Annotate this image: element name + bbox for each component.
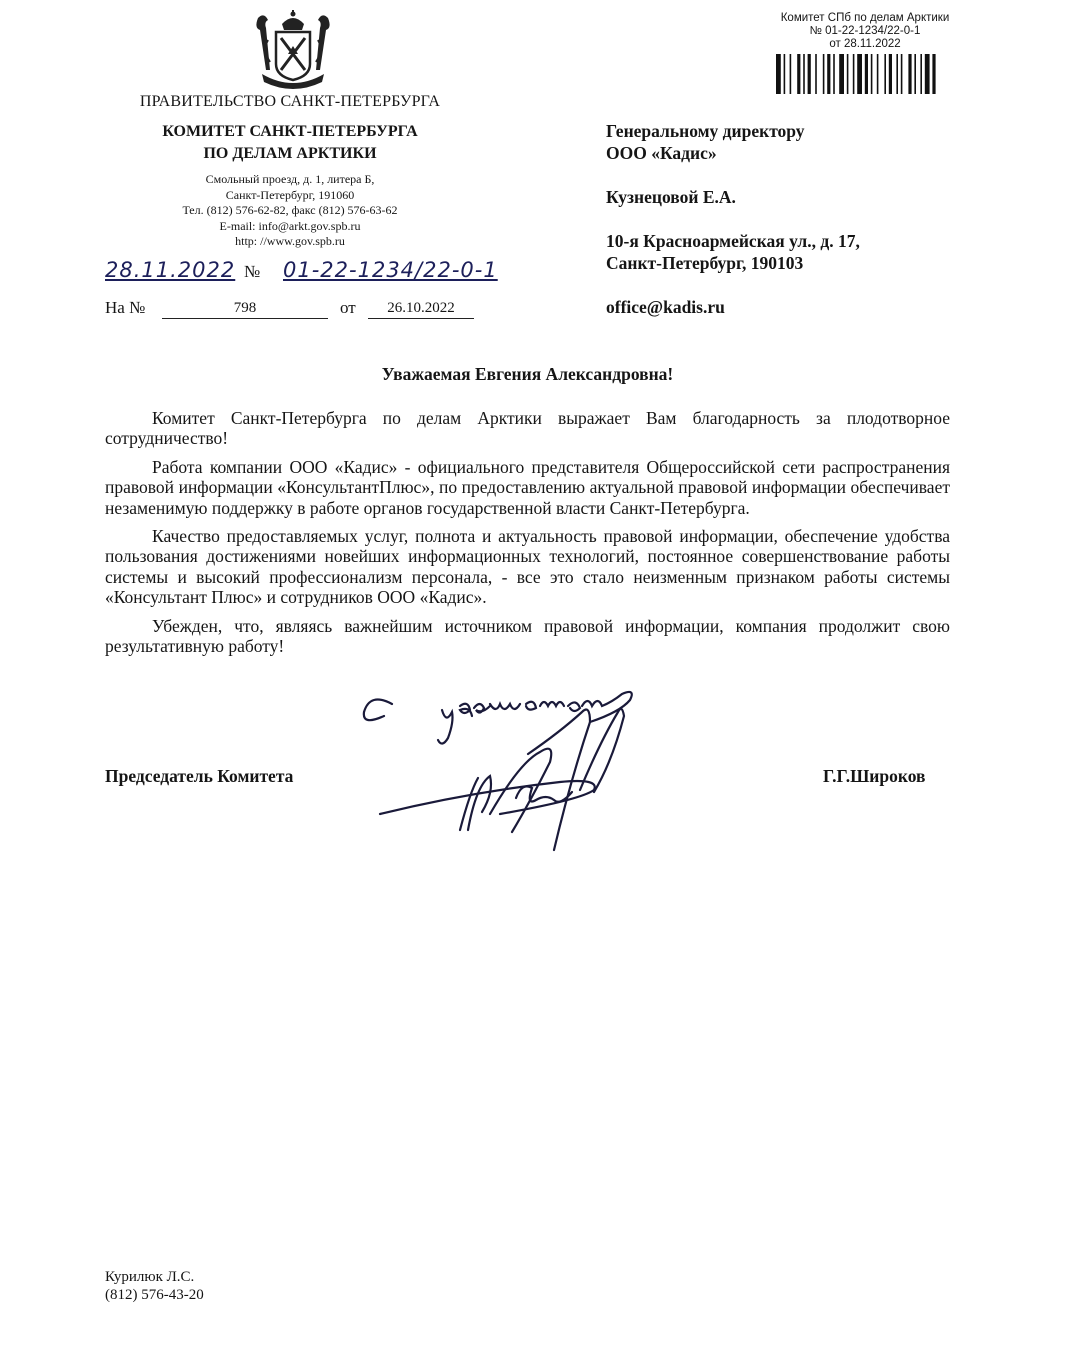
email-line: E-mail: info@arkt.gov.spb.ru <box>219 218 361 233</box>
barcode-bar <box>908 54 911 94</box>
barcode-bar <box>865 54 868 94</box>
phone-fax-line: Тел. (812) 576-62-82, факс (812) 576-63-62 <box>182 203 398 217</box>
committee-name <box>110 121 470 165</box>
barcode-bar <box>857 54 862 94</box>
addressee-company: ООО «Кадис» <box>606 143 717 163</box>
address-line-2: Санкт-Петербург, 191060 <box>225 187 355 202</box>
reference-label: На № <box>105 298 146 317</box>
barcode-bar <box>853 54 855 94</box>
reference-number: 798 <box>162 300 328 319</box>
barcode-bar <box>932 54 935 94</box>
stamp-line-1: Комитет СПб по делам Арктики <box>780 12 950 24</box>
signer-title: Председатель Комитета <box>105 766 294 786</box>
letter-body <box>105 408 950 664</box>
website-line: http: //www.gov.spb.ru <box>235 234 345 248</box>
registration-number: 01-22-1234/22-0-1 <box>283 258 498 282</box>
barcode-bar <box>884 54 886 94</box>
executor-phone: (812) 576-43-20 <box>105 1287 204 1303</box>
stamp-line-3: от 28.11.2022 <box>829 38 901 50</box>
barcode-bar <box>925 54 930 94</box>
stamp-line-2: № 01-22-1234/22-0-1 <box>809 25 921 37</box>
addressee-block <box>606 120 1026 318</box>
addressee-position: Генеральному директору <box>606 121 805 141</box>
paragraph: Убежден, что, являясь важнейшим источником правовой информации, компания продолжит свою результативную работу! <box>105 615 950 657</box>
executor-name: Курилюк Л.С. <box>105 1269 195 1285</box>
barcode-bar <box>808 54 811 94</box>
barcode-bar <box>839 54 844 94</box>
barcode-bar <box>901 54 903 94</box>
barcode-bar <box>871 54 873 94</box>
barcode-bar <box>833 54 835 94</box>
registration-stamp <box>760 12 970 51</box>
executor-info <box>105 1268 204 1304</box>
barcode-bar <box>827 54 830 94</box>
barcode-bar <box>920 54 922 94</box>
addressee-city: Санкт-Петербург, 190103 <box>606 253 804 273</box>
coat-of-arms-emblem <box>248 10 338 92</box>
government-title: ПРАВИТЕЛЬСТВО САНКТ-ПЕТЕРБУРГА <box>139 93 441 110</box>
reference-date: 26.10.2022 <box>368 300 474 319</box>
barcode-bar <box>889 54 892 94</box>
salutation: Уважаемая Евгения Александровна! <box>381 364 674 384</box>
barcode-bar <box>797 54 800 94</box>
barcode-bar <box>790 54 792 94</box>
committee-name-line2: ПО ДЕЛАМ АРКТИКИ <box>203 145 377 162</box>
paragraph: Качество предоставляемых услуг, полнота и актуальность правовой информации, обеспечение удобства пользования достижениями новейших информационных технологий, постоянное совершенствование работы системы и высокий профессионализм персонала, - все это стало неизменным признаком работы системы «Консультант Плюс» и сотрудников ООО «Кадис». <box>105 526 950 608</box>
reference-date-label: от <box>340 298 356 317</box>
barcode-bar <box>784 54 786 94</box>
committee-contacts <box>110 172 470 250</box>
barcode-bar <box>776 54 781 94</box>
barcode <box>776 54 958 94</box>
committee-name-line1: КОМИТЕТ САНКТ-ПЕТЕРБУРГА <box>162 123 418 140</box>
barcode-bar <box>823 54 825 94</box>
barcode-bar <box>815 54 817 94</box>
paragraph: Комитет Санкт-Петербурга по делам Арктики выражает Вам благодарность за плодотворное сотрудничество! <box>105 408 950 449</box>
barcode-bar <box>896 54 898 94</box>
addressee-street: 10-я Красноармейская ул., д. 17, <box>606 231 860 251</box>
barcode-bar <box>803 54 805 94</box>
paragraph: Работа компании ООО «Кадис» - официального представителя Общероссийской сети распространения правовой информации «КонсультантПлюс», по предоставлению актуальной правовой информации обеспечивает незаменимую поддержку в работе органов государственной власти Санкт-Петербурга. <box>105 456 950 518</box>
registration-date: 28.11.2022 <box>105 258 236 282</box>
address-line-1: Смольный проезд, д. 1, литера Б, <box>205 172 375 186</box>
handwritten-signature <box>350 682 710 852</box>
registration-number-label: № <box>244 262 261 281</box>
addressee-email: office@kadis.ru <box>606 297 725 317</box>
addressee-name: Кузнецовой Е.А. <box>606 187 736 207</box>
barcode-bar <box>914 54 916 94</box>
signer-name: Г.Г.Широков <box>823 766 926 786</box>
barcode-bar <box>877 54 879 94</box>
barcode-bar <box>847 54 849 94</box>
